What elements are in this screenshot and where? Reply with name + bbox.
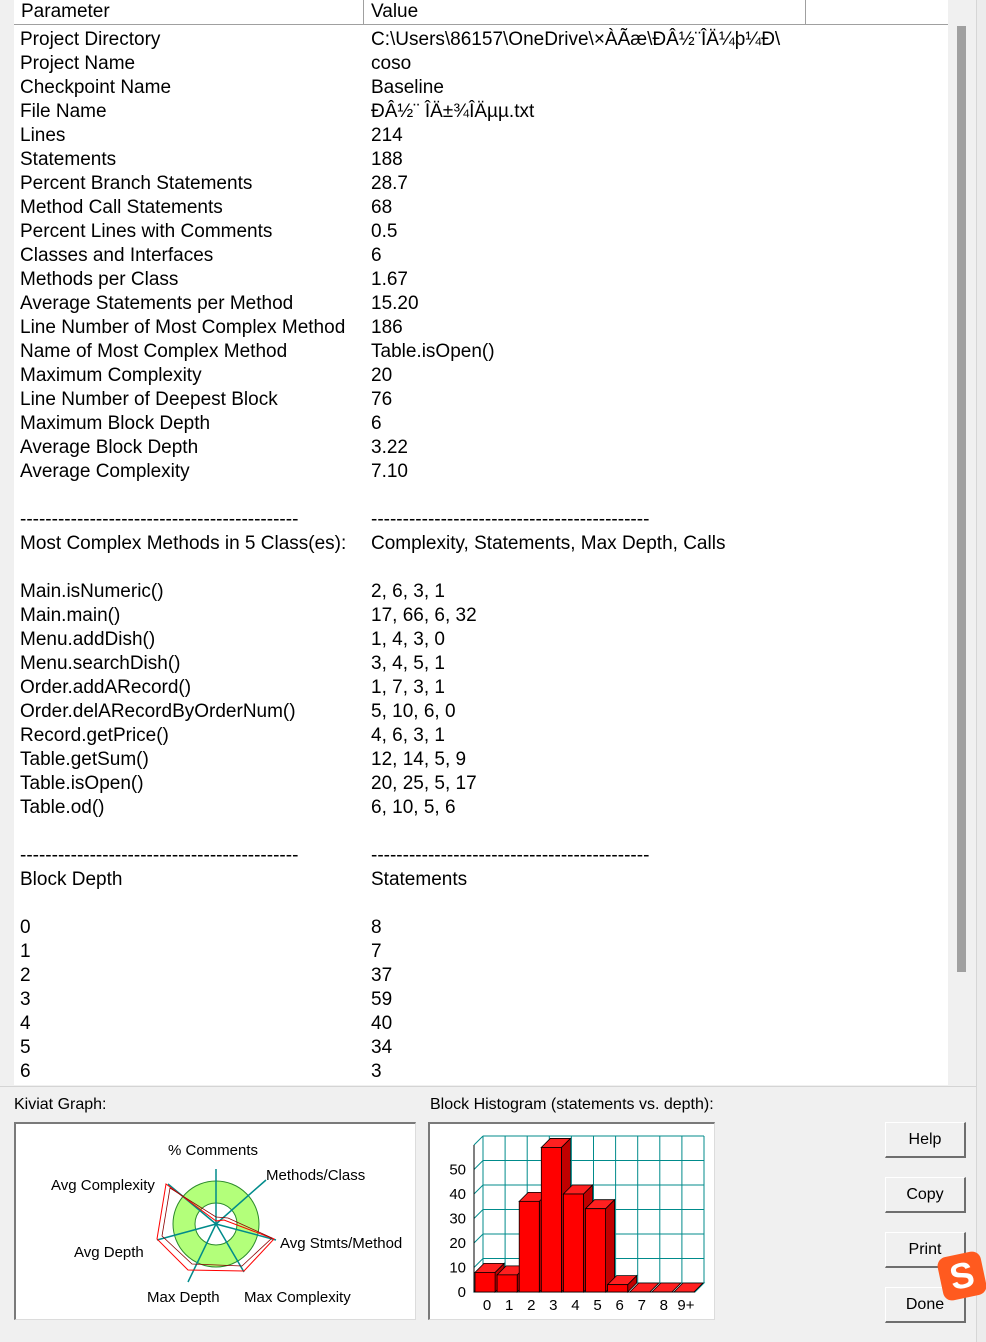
parameter-cell: Maximum Complexity [20,365,202,386]
histogram-bar [519,1201,539,1292]
histogram-bar [541,1147,561,1292]
parameter-cell: Maximum Block Depth [20,413,211,434]
value-cell: 8 [371,917,382,938]
value-cell: 7 [371,941,382,962]
parameter-cell: Order.addARecord() [20,677,192,698]
parameter-cell: Table.isOpen() [20,773,144,794]
histogram-bar [475,1272,495,1292]
table-row[interactable] [14,820,948,844]
value-cell: 40 [371,1013,393,1034]
value-cell: 20, 25, 5, 17 [371,773,477,794]
parameter-cell: Average Statements per Method [20,293,294,314]
kiviat-label-avg-complexity: Avg Complexity [51,1177,155,1194]
value-cell: 5, 10, 6, 0 [371,701,456,722]
value-cell: Complexity, Statements, Max Depth, Calls [371,533,726,554]
ime-sogou-icon[interactable]: S [936,1250,986,1302]
value-cell: 0.5 [371,221,398,242]
value-cell: 28.7 [371,173,408,194]
table-row[interactable] [14,868,948,892]
parameter-cell: 5 [20,1037,31,1058]
kiviat-label-max-complexity: Max Complexity [244,1289,351,1306]
parameter-cell: 3 [20,989,31,1010]
done-button[interactable]: Done [885,1287,966,1323]
table-row[interactable] [14,412,948,436]
histogram-y-tick-label: 30 [449,1210,466,1228]
histogram-title: Block Histogram (statements vs. depth): [430,1096,714,1113]
histogram-y-tick-label: 50 [449,1161,466,1179]
vertical-scrollbar[interactable] [948,0,976,1085]
kiviat-label-methods-class: Methods/Class [266,1167,366,1184]
parameter-cell: Menu.searchDish() [20,653,181,674]
parameter-cell: 6 [20,1061,31,1082]
value-cell: 15.20 [371,293,419,314]
histogram-grid-side [474,1234,483,1243]
value-cell: 6 [371,245,382,266]
parameter-cell: Average Block Depth [20,437,199,458]
table-body [14,28,948,1084]
table-row[interactable] [14,172,948,196]
print-button[interactable]: Print [885,1232,966,1268]
parameter-cell: Main.main() [20,605,121,626]
histogram-x-tick-label: 1 [504,1297,514,1314]
column-header-value[interactable]: Value [364,0,806,24]
value-cell: 3, 4, 5, 1 [371,653,445,674]
value-cell: 1, 4, 3, 0 [371,629,445,650]
parameter-cell: Methods per Class [20,269,179,290]
value-cell: 37 [371,965,393,986]
parameter-cell: Percent Lines with Comments [20,221,273,242]
value-cell: 186 [371,317,403,338]
histogram-y-tick-label: 40 [449,1186,466,1203]
histogram-bar [563,1194,583,1292]
divider [0,1086,976,1087]
parameter-cell: Table.getSum() [20,749,149,770]
parameter-cell: Project Name [20,53,136,74]
parameter-cell: -------------------------------------------- [20,845,299,866]
window-edge [976,0,986,1342]
table-row[interactable] [14,268,948,292]
kiviat-label-comments: % Comments [168,1142,259,1159]
table-row[interactable] [14,844,948,868]
parameter-cell: Table.od() [20,797,105,818]
value-cell: 188 [371,149,403,170]
histogram-x-tick-label: 7 [637,1297,646,1314]
table-row[interactable] [14,964,948,988]
kiviat-graph-title: Kiviat Graph: [14,1096,107,1113]
histogram-bar [586,1209,606,1292]
value-cell: 6 [371,413,382,434]
table-row[interactable] [14,1036,948,1060]
copy-button[interactable]: Copy [885,1177,966,1213]
table-row[interactable] [14,700,948,724]
parameter-cell: 1 [20,941,31,962]
parameter-cell: Classes and Interfaces [20,245,214,266]
table-row[interactable] [14,292,948,316]
table-row[interactable] [14,676,948,700]
parameter-cell: 0 [20,917,31,938]
table-row[interactable] [14,1012,948,1036]
column-header-parameter[interactable]: Parameter [14,0,364,24]
value-cell: 17, 66, 6, 32 [371,605,477,626]
table-row[interactable] [14,916,948,940]
table-row[interactable] [14,436,948,460]
parameter-cell: Lines [20,125,66,146]
table-row[interactable] [14,244,948,268]
table-row[interactable] [14,316,948,340]
value-cell: Baseline [371,77,444,98]
histogram-grid-side [474,1161,483,1170]
parameter-cell: Menu.addDish() [20,629,156,650]
table-row[interactable] [14,148,948,172]
parameter-cell: -------------------------------------------- [20,509,299,530]
histogram-grid-side [474,1185,483,1194]
metrics-table[interactable] [14,0,948,1085]
parameter-cell: Percent Branch Statements [20,173,253,194]
kiviat-label-max-depth: Max Depth [147,1289,220,1306]
table-row[interactable] [14,388,948,412]
histogram-y-tick-label: 10 [449,1259,466,1277]
scrollbar-thumb[interactable] [957,26,966,972]
histogram-grid-side [474,1136,483,1145]
histogram-bar [497,1275,517,1292]
table-row[interactable] [14,532,948,556]
value-cell: ÐÂ½¨ ÎÄ±¾ÎÄµµ.txt [371,101,535,122]
table-row[interactable] [14,52,948,76]
parameter-cell: Method Call Statements [20,197,223,218]
value-cell: 214 [371,125,403,146]
value-cell: 34 [371,1037,393,1058]
table-row[interactable] [14,772,948,796]
table-row[interactable] [14,1060,948,1084]
histogram-grid-side [474,1210,483,1219]
value-cell: 3 [371,1061,382,1082]
table-header [14,0,948,25]
histogram-x-tick-label: 4 [571,1297,580,1314]
table-row[interactable] [14,652,948,676]
table-row[interactable] [14,124,948,148]
histogram-y-tick-label: 0 [457,1284,466,1301]
table-row[interactable] [14,892,948,916]
value-cell: 59 [371,989,393,1010]
table-row[interactable] [14,724,948,748]
block-histogram [428,1122,715,1320]
value-cell: coso [371,53,412,74]
value-cell: 1.67 [371,269,408,290]
parameter-cell: Statements [20,149,117,170]
histogram-x-tick-label: 0 [482,1297,492,1314]
value-cell: 3.22 [371,437,408,458]
parameter-cell: 4 [20,1013,31,1034]
table-row[interactable] [14,220,948,244]
value-cell: 6, 10, 5, 6 [371,797,456,818]
table-row[interactable] [14,628,948,652]
histogram-svg [430,1124,715,1320]
histogram-x-tick-label: 3 [549,1297,558,1314]
table-row[interactable] [14,76,948,100]
value-cell: -------------------------------------------- [371,509,650,530]
parameter-cell: Most Complex Methods in 5 Class(es): [20,533,347,554]
table-row[interactable] [14,604,948,628]
table-row[interactable] [14,340,948,364]
parameter-cell: Line Number of Deepest Block [20,389,278,410]
table-row[interactable] [14,556,948,580]
table-row[interactable] [14,580,948,604]
kiviat-svg [16,1124,416,1320]
value-cell: 7.10 [371,461,408,482]
histogram-y-tick-label: 20 [449,1235,466,1252]
parameter-cell: Record.getPrice() [20,725,169,746]
kiviat-label-avg-depth: Avg Depth [74,1244,144,1261]
value-cell: -------------------------------------------- [371,845,650,866]
parameter-cell: Name of Most Complex Method [20,341,288,362]
value-cell: 76 [371,389,393,410]
table-row[interactable] [14,484,948,508]
histogram-x-tick-label: 9+ [677,1297,695,1314]
table-row[interactable] [14,748,948,772]
value-cell: Statements [371,869,468,890]
table-row[interactable] [14,460,948,484]
histogram-bar [608,1285,628,1292]
value-cell: 12, 14, 5, 9 [371,749,467,770]
parameter-cell: 2 [20,965,31,986]
parameter-cell: Project Directory [20,29,161,50]
table-row[interactable] [14,100,948,124]
value-cell: 2, 6, 3, 1 [371,581,445,602]
table-row[interactable] [14,796,948,820]
parameter-cell: Average Complexity [20,461,190,482]
histogram-x-tick-label: 8 [659,1297,669,1314]
value-cell: 1, 7, 3, 1 [371,677,445,698]
value-cell: 20 [371,365,393,386]
histogram-x-tick-label: 2 [527,1297,536,1314]
table-row[interactable] [14,988,948,1012]
value-cell: C:\Users\86157\OneDrive\×ÀÃæ\ÐÂ½¨ÎÄ¼þ¼Ð\ [371,29,781,50]
table-row[interactable] [14,364,948,388]
parameter-cell: Block Depth [20,869,123,890]
parameter-cell: Checkpoint Name [20,77,172,98]
value-cell: 4, 6, 3, 1 [371,725,445,746]
value-cell: Table.isOpen() [371,341,495,362]
histogram-bar-side [606,1200,615,1292]
value-cell: 68 [371,197,393,218]
histogram-x-tick-label: 5 [593,1297,602,1314]
table-row[interactable] [14,196,948,220]
kiviat-label-avg-stmts: Avg Stmts/Method [280,1235,403,1252]
parameter-cell: Line Number of Most Complex Method [20,317,346,338]
table-row[interactable] [14,508,948,532]
table-row[interactable] [14,28,948,52]
histogram-x-tick-label: 6 [615,1297,624,1314]
parameter-cell: Order.delARecordByOrderNum() [20,701,296,722]
table-row[interactable] [14,940,948,964]
help-button[interactable]: Help [885,1122,966,1158]
parameter-cell: Main.isNumeric() [20,581,164,602]
kiviat-graph [14,1122,416,1320]
parameter-cell: File Name [20,101,107,122]
